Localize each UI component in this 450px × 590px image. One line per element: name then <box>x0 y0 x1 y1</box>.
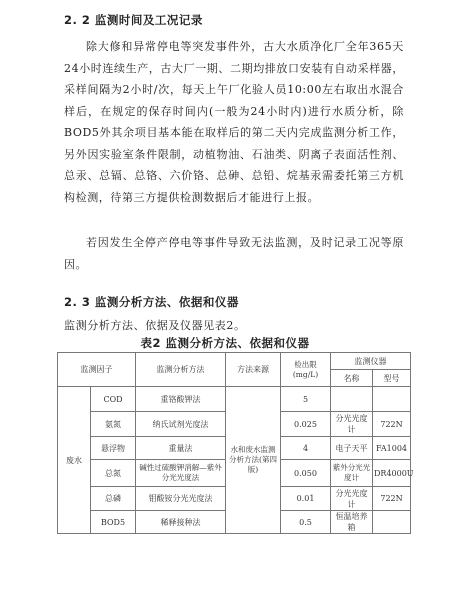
factor-cell: 总磷 <box>91 487 136 511</box>
instrument-model-cell: FA1004 <box>373 437 411 460</box>
header-instrument-model: 型号 <box>373 370 411 387</box>
instrument-name-cell: 紫外分光光度计 <box>331 460 373 487</box>
table-intro-text: 监测分析方法、依据及仪器见表2。 <box>64 319 246 332</box>
limit-cell: 0.5 <box>281 511 331 534</box>
method-cell: 稀释接种法 <box>136 511 226 534</box>
paragraph-shutdown-note: 若因发生全停产停电等事件导致无法监测，及时记录工况等原因。 <box>64 236 404 271</box>
factor-cell: 氨氮 <box>91 412 136 437</box>
category-cell: 废水 <box>58 387 91 534</box>
header-source: 方法来源 <box>226 353 281 387</box>
factor-cell: 悬浮物 <box>91 437 136 460</box>
method-cell: 重量法 <box>136 437 226 460</box>
header-method: 监测分析方法 <box>136 353 226 387</box>
instrument-name-cell: 分光光度计 <box>331 487 373 511</box>
section-heading-2-2: 2. 2 监测时间及工况记录 <box>64 13 203 27</box>
method-cell: 纳氏试剂光度法 <box>136 412 226 437</box>
instrument-name-cell <box>331 387 373 412</box>
instrument-model-cell: DR4000U <box>373 460 411 487</box>
header-factor: 监测因子 <box>58 353 136 387</box>
paragraph-monitoring-time: 除大修和异常停电等突发事件外，古大水质净化厂全年365天24小时连续生产，古大厂一期、二期均排放口安装有自动采样器，采样间隔为2小时/次，每天上午厂化验人员10:00左右取出水混合样后，在规定的保存时间内(一般为24小时内)进行水质分析，除BOD5外其余项目基本能在取样后的第二天内完成监测分析工作，另外因实验室条件限制，动植物油、石油类、阴离子表面活性剂、总汞、总镉、总铬、六价铬、总砷、总铅、烷基汞需委托第三方机构检测，待第三方提供检测数据后才能进行上报。 <box>64 40 404 204</box>
limit-cell: 4 <box>281 437 331 460</box>
table-caption: 表2 监测分析方法、依据和仪器 <box>140 336 310 350</box>
instrument-model-cell: 722N <box>373 412 411 437</box>
instrument-name-cell: 恒温培养箱 <box>331 511 373 534</box>
instrument-name-cell: 电子天平 <box>331 437 373 460</box>
limit-cell: 0.025 <box>281 412 331 437</box>
instrument-model-cell <box>373 511 411 534</box>
instrument-model-cell: 722N <box>373 487 411 511</box>
header-instrument: 监测仪器 <box>331 353 411 370</box>
methods-table <box>57 352 414 534</box>
limit-cell: 5 <box>281 387 331 412</box>
table-row <box>58 387 411 412</box>
section-heading-2-3: 2. 3 监测分析方法、依据和仪器 <box>64 295 239 309</box>
factor-cell: BOD5 <box>91 511 136 534</box>
method-cell: 重铬酸钾法 <box>136 387 226 412</box>
limit-cell: 0.01 <box>281 487 331 511</box>
header-limit: 检出限(mg/L) <box>281 353 331 387</box>
source-cell: 水和废水监测分析方法(第四版) <box>226 387 281 534</box>
method-cell: 碱性过硫酸钾消解—紫外分光光度法 <box>136 460 226 487</box>
method-cell: 钼酸铵分光光度法 <box>136 487 226 511</box>
limit-cell: 0.050 <box>281 460 331 487</box>
factor-cell: 总氮 <box>91 460 136 487</box>
instrument-name-cell: 分光光度计 <box>331 412 373 437</box>
factor-cell: COD <box>91 387 136 412</box>
header-instrument-name: 名称 <box>331 370 373 387</box>
instrument-model-cell <box>373 387 411 412</box>
